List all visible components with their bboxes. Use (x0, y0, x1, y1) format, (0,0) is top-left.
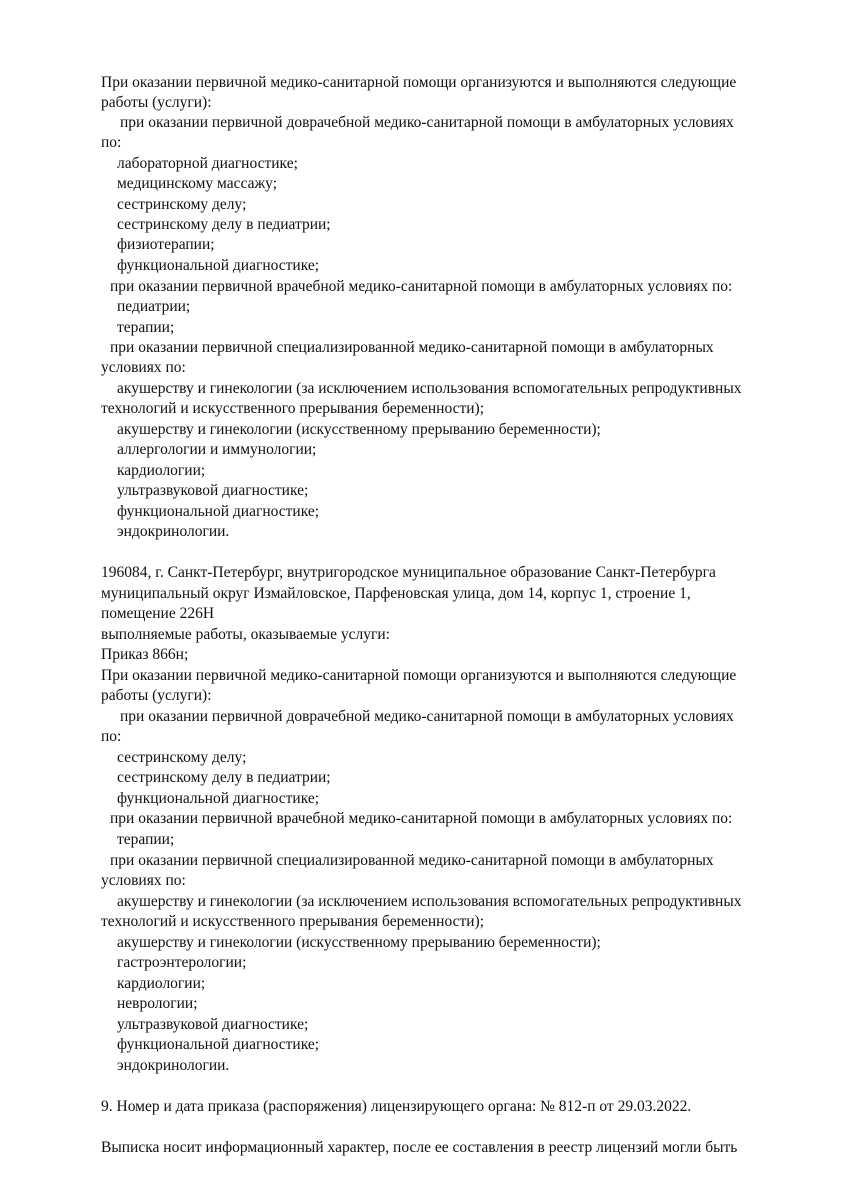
list-item: акушерству и гинекологии (искусственному прерыванию беременности); (117, 934, 601, 951)
paragraph-line: по: (101, 134, 122, 151)
list-item: терапии; (117, 831, 175, 848)
paragraph-line: условиях по: (101, 872, 186, 889)
paragraph-line: технологий и искусственного прерывания беременности); (101, 913, 485, 930)
list-item: педиатрии; (117, 298, 191, 315)
list-item: сестринскому делу; (117, 196, 247, 213)
subheading-line: при оказании первичной специализированной медико-санитарной помощи в амбулаторных (110, 339, 714, 356)
list-item: неврологии; (117, 995, 198, 1012)
paragraph-line: условиях по: (101, 359, 186, 376)
list-item: медицинскому массажу; (117, 175, 278, 192)
subheading-line: при оказании первичной врачебной медико-санитарной помощи в амбулаторных условиях по: (110, 278, 733, 295)
paragraph-line: выполняемые работы, оказываемые услуги: (101, 626, 390, 643)
paragraph-line: Приказ 866н; (101, 646, 189, 663)
list-item: аллергологии и иммунологии; (117, 441, 317, 458)
paragraph-line: работы (услуги): (101, 94, 212, 111)
list-item: функциональной диагностике; (117, 503, 320, 520)
subheading-line: при оказании первичной доврачебной медико-санитарной помощи в амбулаторных условиях (120, 708, 734, 725)
list-item: акушерству и гинекологии (искусственному прерыванию беременности); (117, 421, 601, 438)
list-item: сестринскому делу в педиатрии; (117, 216, 331, 233)
list-item: ультразвуковой диагностике; (117, 1016, 309, 1033)
list-item: функциональной диагностике; (117, 257, 320, 274)
list-item: кардиологии; (117, 462, 206, 479)
list-item: сестринскому делу в педиатрии; (117, 769, 331, 786)
address-line: 196084, г. Санкт-Петербург, внутригородское муниципальное образование Санкт-Петербурга (101, 564, 716, 581)
subheading-line: при оказании первичной специализированной медико-санитарной помощи в амбулаторных (110, 852, 714, 869)
list-item: функциональной диагностике; (117, 790, 320, 807)
paragraph-line: работы (услуги): (101, 687, 212, 704)
list-item: эндокринологии. (117, 523, 230, 540)
list-item: гастроэнтерологии; (117, 954, 247, 971)
paragraph-line: по: (101, 728, 122, 745)
address-line: муниципальный округ Измайловское, Парфеновская улица, дом 14, корпус 1, строение 1, (101, 585, 691, 602)
list-item: акушерству и гинекологии (за исключением использования вспомогательных репродуктивных (117, 380, 742, 397)
list-item: эндокринологии. (117, 1057, 230, 1074)
list-item: акушерству и гинекологии (за исключением использования вспомогательных репродуктивных (117, 893, 742, 910)
disclaimer-line: Выписка носит информационный характер, после ее составления в реестр лицензий могли быть (101, 1139, 738, 1156)
paragraph-line: При оказании первичной медико-санитарной помощи организуются и выполняются следующие (101, 74, 737, 91)
paragraph-line: При оказании первичной медико-санитарной помощи организуются и выполняются следующие (101, 667, 737, 684)
order-number-line: 9. Номер и дата приказа (распоряжения) лицензирующего органа: № 812-п от 29.03.2022. (101, 1098, 692, 1115)
list-item: функциональной диагностике; (117, 1036, 320, 1053)
list-item: сестринскому делу; (117, 749, 247, 766)
address-line: помещение 226Н (101, 605, 215, 622)
list-item: терапии; (117, 319, 175, 336)
list-item: физиотерапии; (117, 236, 215, 253)
list-item: кардиологии; (117, 975, 206, 992)
list-item: лабораторной диагностике; (117, 155, 298, 172)
list-item: ультразвуковой диагностике; (117, 482, 309, 499)
paragraph-line: технологий и искусственного прерывания беременности); (101, 400, 485, 417)
subheading-line: при оказании первичной врачебной медико-санитарной помощи в амбулаторных условиях по: (110, 810, 733, 827)
subheading-line: при оказании первичной доврачебной медико-санитарной помощи в амбулаторных условиях (120, 114, 734, 131)
